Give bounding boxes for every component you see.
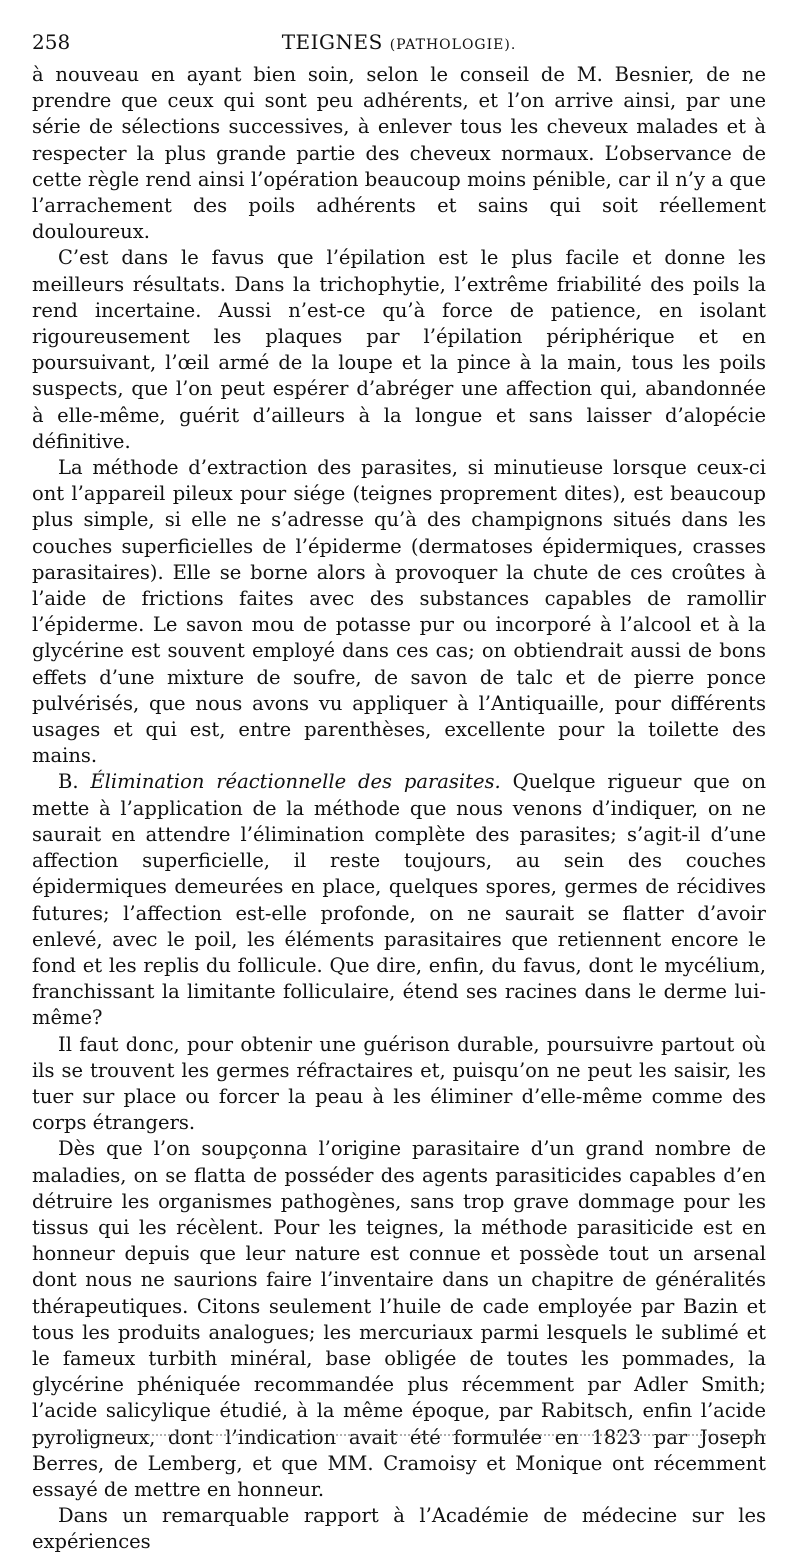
paragraph: Il faut donc, pour obtenir une guérison durable, poursuivre partout où ils se trouvent les germes réfractaires et, puisqu’on ne peut les saisir, les tuer sur place ou forcer la peau à les éliminer d’elle-même comme des corps étrangers. bbox=[32, 1032, 766, 1135]
section-b-text: Quelque rigueur que on mette à l’application de la méthode que nous venons d’indiquer, on ne saurait en attendre l’élimination complète des parasites; s’agit-il d’une affection superficielle, il reste toujours, au sein des couches épidermiques demeurées en place, quelques spores, germes de récidives futures; l’affection est-elle profonde, on ne saurait se flatter d’avoir enlevé, avec le poil, les éléments parasitaires que retiennent encore le fond et les replis du follicule. Que dire, enfin, du favus, dont le mycélium, franchissant la limitante folliculaire, étend ses racines dans le derme lui-même? bbox=[32, 770, 766, 1030]
paragraph: Dans un remarquable rapport à l’Académie de médecine sur les expériences bbox=[32, 1504, 766, 1554]
paragraph-section-b bbox=[32, 769, 766, 1031]
section-letter: B. bbox=[58, 770, 79, 794]
paragraph: La méthode d’extraction des parasites, si minutieuse lorsque ceux-ci ont l’appareil pileux pour siége (teignes proprement dites), est beaucoup plus simple, si elle ne s’adresse qu’à des champignons situés dans les couches superficielles de l’épiderme (dermatoses épidermiques, crasses parasitaires). Elle se borne alors à provoquer la chute de ces croûtes à l’aide de frictions faites avec des substances capables de ramollir l’épiderme. Le savon mou de potasse pur ou incorporé à l’alcool et à la glycérine est souvent employé dans ces cas; on obtiendrait aussi de bons effets d’une mixture de soufre, de savon de talc et de pierre ponce pulvérisés, que nous avons vu appliquer à l’Antiquaille, pour différents usages et qui est, entre parenthèses, excellente pour la toilette des mains. bbox=[32, 456, 766, 768]
paragraph: C’est dans le favus que l’épilation est le plus facile et donne les meilleurs résultats. Dans la trichophytie, l’extrême friabilité des poils la rend incertaine. Aussi n’est-ce qu’à force de patience, en isolant rigoureusement les plaques par l’épilation périphérique et en poursuivant, l’œil armé de la loupe et la pince à la main, tous les poils suspects, que l’on peut espérer d’abréger une affection qui, abandonnée à elle-même, guérit d’ailleurs à la longue et sans laisser d’alopécie définitive. bbox=[32, 246, 766, 453]
running-title-main: TEIGNES bbox=[281, 30, 383, 54]
footer-divider bbox=[32, 1434, 766, 1436]
paragraph-continued: à nouveau en ayant bien soin, selon le conseil de M. Besnier, de ne prendre que ceux qui sont peu adhérents, et l’on arrive ainsi, par une série de sélections successives, à enlever tous les cheveux malades et à respecter la plus grande partie des cheveux normaux. L’observance de cette règle rend ainsi l’opération beaucoup moins pénible, car il n’y a que l’arrachement des poils adhérents et sains qui soit réellement douloureux. bbox=[32, 63, 766, 244]
page-number: 258 bbox=[32, 30, 71, 54]
running-head bbox=[32, 28, 766, 62]
section-heading: Élimination réactionnelle des parasites. bbox=[90, 770, 501, 794]
page bbox=[32, 28, 766, 1556]
paragraph: Dès que l’on soupçonna l’origine parasitaire d’un grand nombre de maladies, on se flatta de posséder des agents parasiticides capables d’en détruire les organismes pathogènes, sans trop grave dommage pour les tissus qui les récèlent. Pour les teignes, la méthode parasiticide est en honneur depuis que leur nature est connue et possède tout un arsenal dont nous ne saurions faire l’inventaire dans un chapitre de généralités thérapeutiques. Citons seulement l’huile de cade employée par Bazin et tous les produits analogues; les mercuriaux parmi lesquels le sublimé et le fameux turbith minéral, base obligée de toutes les pommades, la glycérine phéniquée recommandée plus récemment par Adler Smith; l’acide salicylique étudié, à la même époque, par Rabitsch, enfin l’acide pyroligneux, dont l’indication avait été formulée en 1823 par Joseph Berres, de Lemberg, et que MM. Cramoisy et Monique ont récemment essayé de mettre en honneur. bbox=[32, 1137, 766, 1501]
running-title-subtitle: (PATHOLOGIE). bbox=[389, 37, 517, 53]
body-text bbox=[32, 62, 766, 1556]
running-title bbox=[32, 28, 766, 59]
